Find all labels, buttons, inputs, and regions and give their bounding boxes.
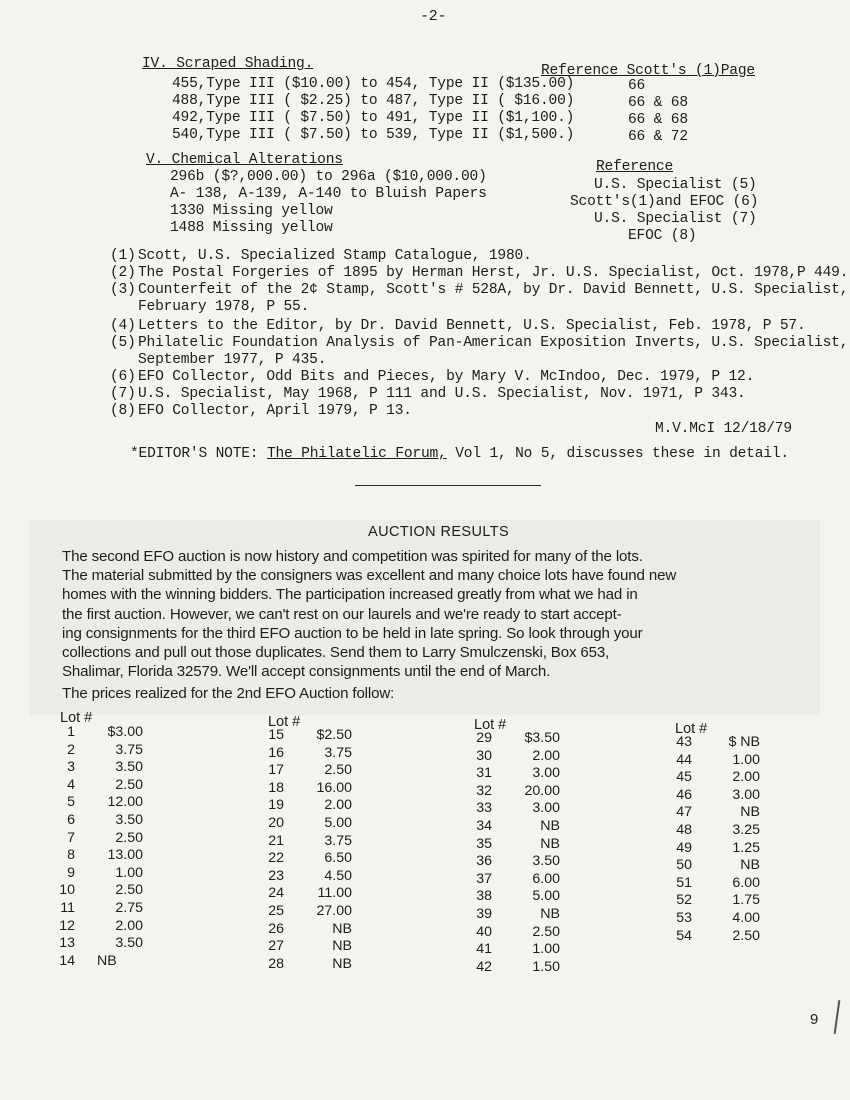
footnote-text: September 1977, P 435. (138, 352, 327, 368)
section-v-ref: EFOC (8) (628, 228, 697, 244)
lot-number: 14 (59, 952, 75, 969)
lot-price: NB (332, 955, 352, 972)
auction-paragraph-line: homes with the winning bidders. The participation increased greatly from what we had in (62, 586, 638, 604)
lot-row (462, 941, 560, 959)
lot-row (45, 777, 157, 795)
lot-column (254, 727, 352, 973)
lot-number: 33 (476, 800, 492, 817)
section-iv-row: 455,Type III ($10.00) to 454, Type II ($135.00) (172, 76, 575, 92)
section-iv-ref: 66 & 68 (628, 95, 688, 111)
lot-number: 24 (268, 885, 284, 902)
lot-row (462, 730, 560, 748)
lot-number: 53 (676, 909, 692, 926)
lot-column-header: Lot # (60, 710, 93, 726)
lot-price: 6.00 (532, 870, 560, 887)
lot-row (462, 888, 560, 906)
lot-number: 6 (67, 811, 75, 828)
lot-price: NB (740, 857, 760, 874)
lot-price: NB (97, 952, 117, 969)
lot-price: 2.50 (732, 927, 760, 944)
lot-price: $3.00 (107, 724, 143, 740)
footnote-number: (2) (110, 265, 136, 281)
lot-number: 40 (476, 923, 492, 940)
lot-row (45, 812, 157, 830)
lot-column-header: Lot # (268, 714, 301, 730)
footnote-number: (3) (110, 282, 136, 298)
lot-price: 3.50 (115, 935, 143, 952)
lot-number: 17 (268, 762, 284, 779)
lot-number: 51 (676, 874, 692, 891)
lot-number: 16 (268, 744, 284, 761)
section-v-row: 1330 Missing yellow (170, 203, 333, 219)
lot-number: 49 (676, 839, 692, 856)
editors-note-title: The Philatelic Forum, (266, 446, 447, 462)
lot-row (45, 900, 157, 918)
section-iv-heading: IV. Scraped Shading. (142, 56, 314, 72)
section-iv-row: 488,Type III ( $2.25) to 487, Type II ( $16.00) (172, 93, 575, 109)
section-v-row: A- 138, A-139, A-140 to Bluish Papers (170, 186, 487, 202)
footnote-number: (8) (110, 403, 136, 419)
footnote-number: (5) (110, 335, 136, 351)
footnote-text: Scott, U.S. Specialized Stamp Catalogue, 1980. (138, 248, 532, 264)
lot-row (254, 921, 352, 939)
editors-note-text: Vol 1, No 5, discusses these in detail. (455, 446, 789, 462)
lot-price: 2.75 (115, 899, 143, 916)
lot-row (662, 840, 760, 858)
lot-row (662, 769, 760, 787)
lot-price: 2.50 (324, 762, 352, 779)
lot-number: 46 (676, 786, 692, 803)
lot-column-header: Lot # (474, 717, 507, 733)
lot-number: 3 (67, 759, 75, 776)
lot-row (254, 850, 352, 868)
lot-row (462, 800, 560, 818)
lot-price: 2.50 (532, 923, 560, 940)
auction-paragraph-line: the first auction. However, we can't rest on our laurels and we're ready to start accept- (62, 605, 622, 623)
footnote-text: EFO Collector, Odd Bits and Pieces, by Mary V. McIndoo, Dec. 1979, P 12. (138, 369, 755, 385)
lot-price: 3.50 (115, 759, 143, 776)
lot-price: 3.00 (732, 786, 760, 803)
lot-row (254, 762, 352, 780)
lot-price: 1.75 (732, 892, 760, 909)
lot-price: 2.50 (115, 882, 143, 899)
auction-paragraph-line: ing consignments for the third EFO auction to be held in late spring. So look through your (62, 624, 643, 642)
lot-number: 15 (268, 727, 284, 743)
lot-column-header: Lot # (675, 721, 708, 737)
section-v-ref: U.S. Specialist (5) (594, 177, 757, 193)
lot-row (462, 959, 560, 977)
lot-price: 3.00 (532, 800, 560, 817)
lot-price: 2.00 (532, 747, 560, 764)
lot-row (254, 885, 352, 903)
lot-row (254, 815, 352, 833)
lot-price: 1.25 (732, 839, 760, 856)
lot-price: 3.50 (115, 811, 143, 828)
lot-price: 2.00 (324, 797, 352, 814)
lot-row (254, 727, 352, 745)
auction-title: AUCTION RESULTS (368, 524, 510, 540)
section-iv-row: 492,Type III ( $7.50) to 491, Type II ($1,100.) (172, 110, 575, 126)
lot-row (45, 794, 157, 812)
lot-row (462, 836, 560, 854)
lot-price: NB (332, 938, 352, 955)
lot-price: 3.50 (532, 853, 560, 870)
lot-price: 2.50 (115, 829, 143, 846)
section-v-reference-heading: Reference (596, 159, 674, 175)
section-v-row: 1488 Missing yellow (170, 220, 333, 236)
lot-row (662, 787, 760, 805)
lot-row (45, 935, 157, 953)
lot-number: 31 (476, 765, 492, 782)
lot-row (662, 752, 760, 770)
footnote-text: February 1978, P 55. (138, 299, 310, 315)
lot-number: 10 (59, 882, 75, 899)
lot-number: 13 (59, 935, 75, 952)
lot-number: 18 (268, 779, 284, 796)
lot-number: 35 (476, 835, 492, 852)
lot-price: NB (540, 817, 560, 834)
section-iv-ref: 66 & 68 (628, 112, 688, 128)
section-v-ref: U.S. Specialist (7) (594, 211, 757, 227)
paper-edge-mark (834, 1000, 840, 1034)
section-v-heading: V. Chemical Alterations (146, 152, 343, 168)
lot-number: 28 (268, 955, 284, 972)
lot-number: 5 (67, 794, 75, 811)
lot-row (662, 875, 760, 893)
lot-number: 20 (268, 814, 284, 831)
lot-row (462, 748, 560, 766)
footnote-number: (7) (110, 386, 136, 402)
lot-row (45, 865, 157, 883)
lot-row (462, 906, 560, 924)
footnote-text: U.S. Specialist, May 1968, P 111 and U.S. Specialist, Nov. 1971, P 343. (138, 386, 746, 402)
footnote-number: (1) (110, 248, 136, 264)
lot-price: 3.25 (732, 821, 760, 838)
auction-paragraph (62, 547, 676, 681)
lot-row (462, 765, 560, 783)
lot-price: 5.00 (324, 814, 352, 831)
lot-number: 37 (476, 870, 492, 887)
lot-price: 11.00 (317, 885, 352, 902)
lot-price: NB (740, 804, 760, 821)
lot-number: 12 (59, 917, 75, 934)
footnote-text: Letters to the Editor, by Dr. David Bennett, U.S. Specialist, Feb. 1978, P 57. (138, 318, 806, 334)
lot-price: 5.00 (532, 888, 560, 905)
lot-number: 7 (67, 829, 75, 846)
section-v-row: 296b ($?,000.00) to 296a ($10,000.00) (170, 169, 487, 185)
lot-row (45, 830, 157, 848)
footnote-number: (4) (110, 318, 136, 334)
lot-number: 22 (268, 850, 284, 867)
footnote-text: Philatelic Foundation Analysis of Pan-American Exposition Inverts, U.S. Specialist, (138, 335, 849, 351)
lot-price: 2.00 (115, 917, 143, 934)
lot-row (45, 882, 157, 900)
lot-number: 21 (268, 832, 284, 849)
lot-number: 25 (268, 902, 284, 919)
lot-number: 8 (67, 847, 75, 864)
lot-row (254, 956, 352, 974)
lot-row (462, 924, 560, 942)
footnote-text: Counterfeit of the 2¢ Stamp, Scott's # 528A, by Dr. David Bennett, U.S. Specialist, (138, 282, 849, 298)
lot-number: 50 (676, 857, 692, 874)
editors-note (130, 446, 789, 462)
lot-number: 38 (476, 888, 492, 905)
lot-price: 1.00 (732, 751, 760, 768)
auction-paragraph-line: The material submitted by the consigners was excellent and many choice lots have found new (62, 567, 677, 585)
auction-paragraph-line: collections and pull out those duplicates. Send them to Larry Smulczenski, Box 653, (62, 644, 610, 662)
lot-price: $3.50 (524, 730, 560, 746)
lot-row (662, 734, 760, 752)
footnote-text: The Postal Forgeries of 1895 by Herman Herst, Jr. U.S. Specialist, Oct. 1978,P 449. (138, 265, 849, 281)
lot-row (45, 724, 157, 742)
page-marker: -2- (420, 8, 447, 25)
lot-row (254, 780, 352, 798)
lot-row (662, 892, 760, 910)
lot-number: 54 (676, 927, 692, 944)
lot-number: 4 (67, 776, 75, 793)
lot-price: 6.00 (732, 874, 760, 891)
lot-number: 19 (268, 797, 284, 814)
lot-row (45, 742, 157, 760)
lot-number: 47 (676, 804, 692, 821)
prices-intro: The prices realized for the 2nd EFO Auction follow: (62, 685, 395, 702)
section-v-ref: Scott's(1)and EFOC (6) (570, 194, 759, 210)
lot-price: 13.00 (107, 847, 143, 864)
lot-price: 6.50 (324, 850, 352, 867)
lot-row (462, 871, 560, 889)
lot-number: 44 (676, 751, 692, 768)
lot-row (662, 857, 760, 875)
author-signature: M.V.McI 12/18/79 (655, 421, 792, 437)
lot-price: $2.50 (316, 727, 352, 743)
lot-number: 34 (476, 817, 492, 834)
lot-number: 36 (476, 853, 492, 870)
lot-number: 48 (676, 821, 692, 838)
lot-price: NB (332, 920, 352, 937)
lot-row (462, 783, 560, 801)
lot-row (662, 928, 760, 946)
lot-price: 4.00 (732, 909, 760, 926)
lot-number: 30 (476, 747, 492, 764)
lot-row (254, 903, 352, 921)
lot-row (254, 745, 352, 763)
lot-price: 2.50 (115, 776, 143, 793)
section-iv-reference-heading: Reference Scott's (1)Page (541, 63, 755, 79)
lot-price: $ NB (728, 734, 760, 750)
lot-number: 45 (676, 769, 692, 786)
lot-price: 1.50 (532, 958, 560, 975)
lot-price: 4.50 (324, 867, 352, 884)
lot-row (45, 759, 157, 777)
lot-column (462, 730, 560, 976)
auction-paragraph-line: The second EFO auction is now history and competition was spirited for many of the lots. (62, 548, 643, 565)
lot-row (45, 918, 157, 936)
lot-number: 41 (476, 941, 492, 958)
lot-row (662, 804, 760, 822)
lot-number: 1 (67, 724, 75, 740)
lot-number: 27 (268, 938, 284, 955)
lot-row (254, 868, 352, 886)
lot-price: NB (540, 835, 560, 852)
lot-row (254, 797, 352, 815)
lot-number: 29 (476, 730, 492, 746)
section-iv-ref: 66 (628, 78, 646, 94)
page-number: 9 (810, 1011, 819, 1028)
lot-column (662, 734, 760, 945)
lot-row (45, 847, 157, 865)
lot-row (462, 818, 560, 836)
editors-note-label: *EDITOR'S NOTE: (130, 446, 259, 462)
lot-number: 2 (67, 741, 75, 758)
lot-row (45, 953, 157, 971)
lot-number: 9 (67, 864, 75, 881)
footnote-number: (6) (110, 369, 136, 385)
footnote-text: EFO Collector, April 1979, P 13. (138, 403, 412, 419)
lot-price: 3.00 (532, 765, 560, 782)
lot-column (45, 724, 157, 970)
lot-number: 32 (476, 782, 492, 799)
section-iv-row: 540,Type III ( $7.50) to 539, Type II ($1,500.) (172, 127, 575, 143)
lot-row (662, 822, 760, 840)
lot-price: 12.00 (107, 794, 143, 811)
lot-number: 39 (476, 905, 492, 922)
lot-number: 43 (676, 734, 692, 750)
lot-price: 3.75 (115, 741, 143, 758)
lot-row (462, 853, 560, 871)
lot-price: NB (540, 905, 560, 922)
section-divider (355, 485, 541, 486)
lot-price: 2.00 (732, 769, 760, 786)
lot-price: 27.00 (316, 902, 352, 919)
auction-paragraph-line: Shalimar, Florida 32579. We'll accept consignments until the end of March. (62, 663, 551, 681)
lot-price: 1.00 (532, 941, 560, 958)
lot-number: 42 (476, 958, 492, 975)
lot-price: 3.75 (324, 744, 352, 761)
lot-number: 26 (268, 920, 284, 937)
lot-price: 3.75 (324, 832, 352, 849)
section-iv-ref: 66 & 72 (628, 129, 688, 145)
lot-row (254, 833, 352, 851)
lot-row (662, 910, 760, 928)
lot-number: 52 (676, 892, 692, 909)
lot-number: 11 (60, 899, 75, 916)
lot-price: 20.00 (524, 782, 560, 799)
lot-price: 1.00 (115, 864, 143, 881)
lot-price: 16.00 (316, 779, 352, 796)
lot-number: 23 (268, 867, 284, 884)
lot-row (254, 938, 352, 956)
